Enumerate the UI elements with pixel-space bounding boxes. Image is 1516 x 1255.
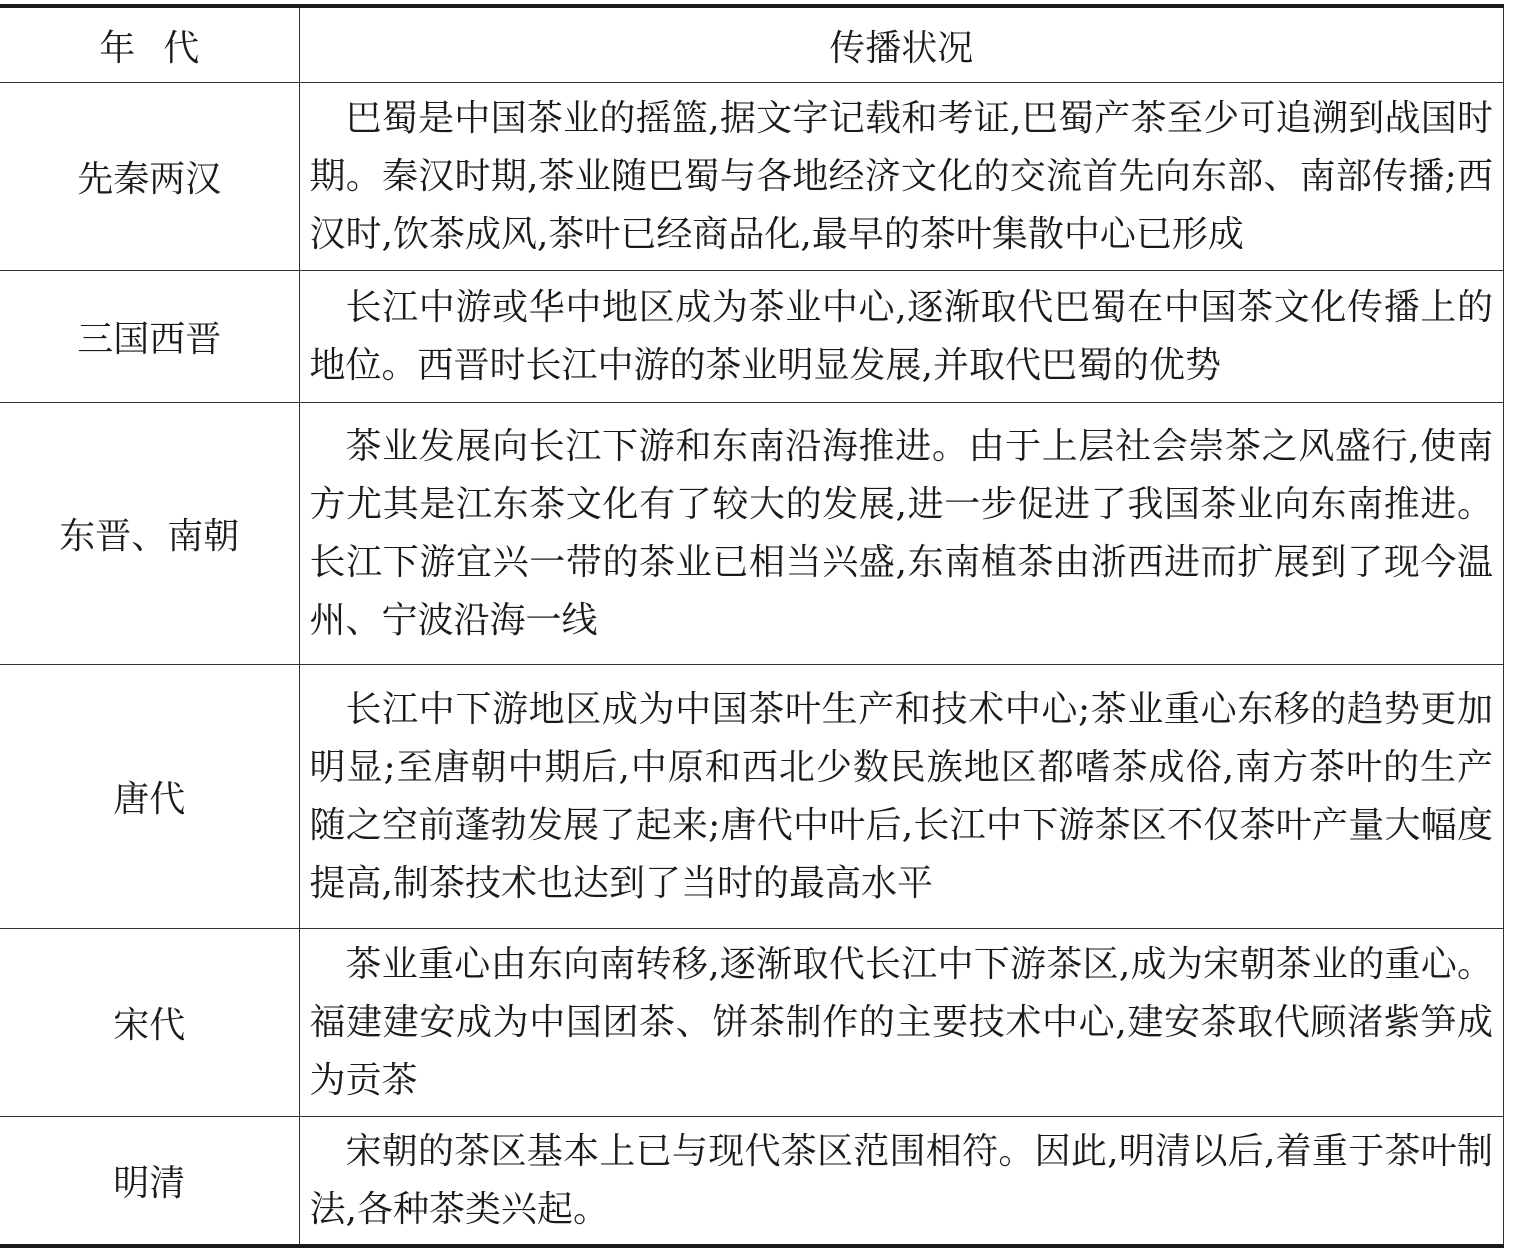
table-row	[0, 83, 1504, 271]
era-cell: 宋代	[0, 929, 299, 1117]
description-cell: 长江中下游地区成为中国茶叶生产和技术中心;茶业重心东移的趋势更加明显;至唐朝中期后,中原和西北少数民族地区都嗜茶成俗,南方茶叶的生产随之空前蓬勃发展了起来;唐代中叶后,长江中下游茶区不仅茶叶产量大幅度提高,制茶技术也达到了当时的最高水平	[299, 665, 1504, 929]
table-row	[0, 665, 1504, 929]
table-row	[0, 929, 1504, 1117]
description-cell: 茶业发展向长江下游和东南沿海推进。由于上层社会崇茶之风盛行,使南方尤其是江东茶文化有了较大的发展,进一步促进了我国茶业向东南推进。长江下游宜兴一带的茶业已相当兴盛,东南植茶由浙西进而扩展到了现今温州、宁波沿海一线	[299, 403, 1504, 665]
table-row	[0, 271, 1504, 403]
era-cell: 东晋、南朝	[0, 403, 299, 665]
tea-history-table	[0, 4, 1504, 1248]
table-row	[0, 403, 1504, 665]
table-row	[0, 1117, 1504, 1245]
era-cell: 明清	[0, 1117, 299, 1245]
header-row	[0, 8, 1504, 83]
era-cell: 三国西晋	[0, 271, 299, 403]
description-cell: 茶业重心由东向南转移,逐渐取代长江中下游茶区,成为宋朝茶业的重心。福建建安成为中国团茶、饼茶制作的主要技术中心,建安茶取代顾渚紫笋成为贡茶	[299, 929, 1504, 1117]
header-spread: 传播状况	[299, 8, 1504, 83]
era-cell: 先秦两汉	[0, 83, 299, 271]
description-cell: 宋朝的茶区基本上已与现代茶区范围相符。因此,明清以后,着重于茶叶制法,各种茶类兴起。	[299, 1117, 1504, 1245]
era-cell: 唐代	[0, 665, 299, 929]
description-cell: 巴蜀是中国茶业的摇篮,据文字记载和考证,巴蜀产茶至少可追溯到战国时期。秦汉时期,茶业随巴蜀与各地经济文化的交流首先向东部、南部传播;西汉时,饮茶成风,茶叶已经商品化,最早的茶叶集散中心已形成	[299, 83, 1504, 271]
header-era: 年代	[0, 8, 299, 83]
description-cell: 长江中游或华中地区成为茶业中心,逐渐取代巴蜀在中国茶文化传播上的地位。西晋时长江中游的茶业明显发展,并取代巴蜀的优势	[299, 271, 1504, 403]
